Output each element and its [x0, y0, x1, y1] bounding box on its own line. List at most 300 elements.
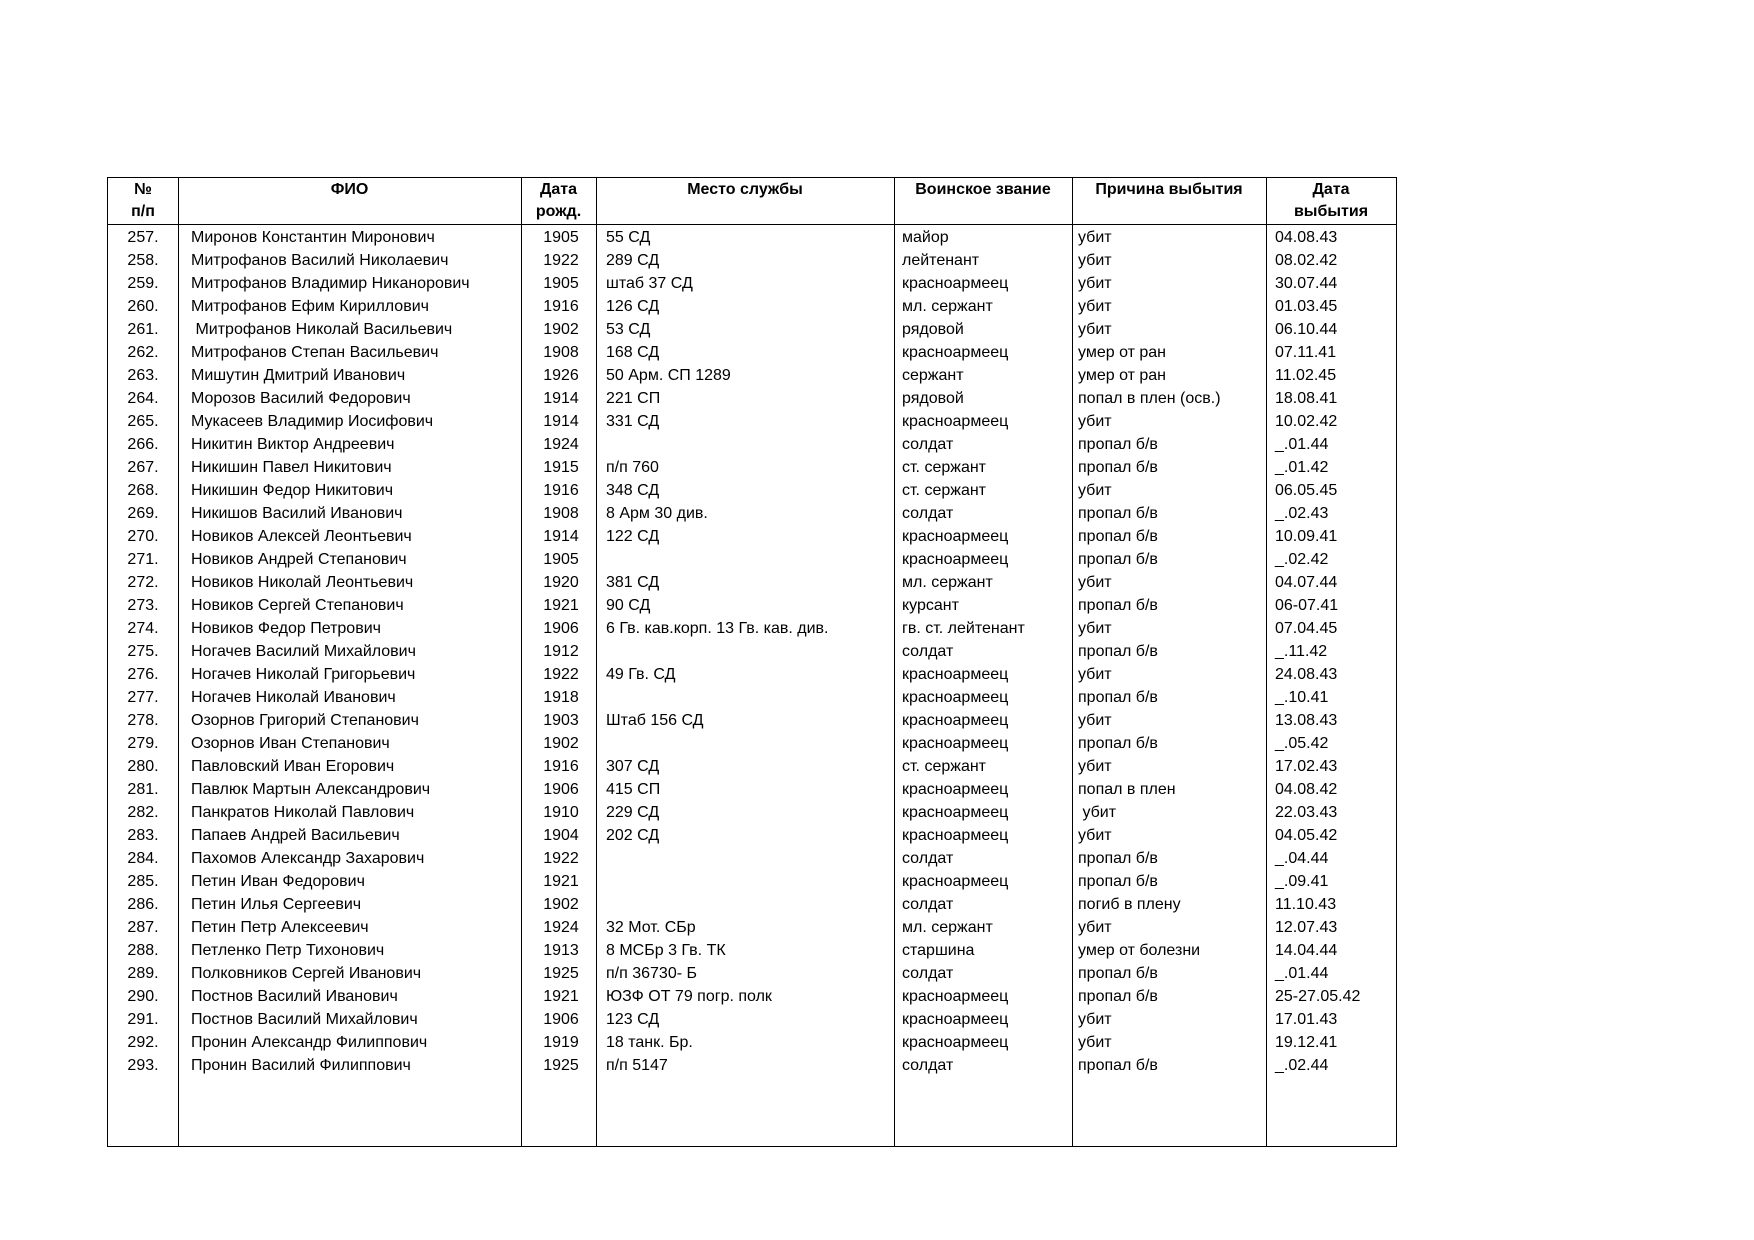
row-birth-year: 1903 [543, 712, 579, 729]
row-rank: красноармеец [902, 735, 1009, 752]
row-reason: убит [1078, 1034, 1112, 1051]
row-reason: убит [1078, 482, 1112, 499]
row-rank: ст. сержант [902, 459, 987, 476]
row-birth-year: 1904 [543, 827, 579, 844]
row-name: Никишин Павел Никитович [191, 459, 392, 476]
row-birth-year: 1906 [543, 781, 579, 798]
row-number: 284. [127, 850, 159, 867]
row-reason: убит [1078, 321, 1112, 338]
table-row [108, 594, 1396, 617]
row-name: Петин Петр Алексеевич [191, 919, 369, 936]
row-rank: красноармеец [902, 689, 1009, 706]
row-date: 12.07.43 [1275, 919, 1338, 936]
row-rank: красноармеец [902, 344, 1009, 361]
row-rank: солдат [902, 896, 954, 913]
row-birth-year: 1916 [543, 482, 579, 499]
row-reason: пропал б/в [1078, 965, 1158, 982]
row-name: Мукасеев Владимир Иосифович [191, 413, 434, 430]
row-date: 14.04.44 [1275, 942, 1338, 959]
row-name: Морозов Василий Федорович [191, 390, 411, 407]
row-number: 279. [127, 735, 159, 752]
row-rank: красноармеец [902, 413, 1009, 430]
row-birth-year: 1905 [543, 551, 579, 568]
header-divider [108, 224, 1396, 225]
row-date: 06-07.41 [1275, 597, 1339, 614]
row-reason: убит [1078, 712, 1112, 729]
table-row [108, 847, 1396, 870]
row-birth-year: 1905 [543, 229, 579, 246]
row-birth-year: 1920 [543, 574, 579, 591]
row-rank: мл. сержант [902, 574, 993, 591]
row-number: 258. [127, 252, 159, 269]
row-place-of-service: 123 СД [606, 1011, 660, 1028]
row-date: _.02.43 [1275, 505, 1329, 522]
row-name: Новиков Алексей Леонтьевич [191, 528, 412, 545]
table-row [108, 686, 1396, 709]
row-date: _.02.42 [1275, 551, 1329, 568]
row-place-of-service: 18 танк. Бр. [606, 1034, 693, 1051]
row-name: Полковников Сергей Иванович [191, 965, 422, 982]
row-name: Павлюк Мартын Александрович [191, 781, 431, 798]
row-place-of-service: 307 СД [606, 758, 660, 775]
table-row [108, 433, 1396, 456]
row-reason: пропал б/в [1078, 528, 1158, 545]
row-place-of-service: п/п 36730- Б [606, 965, 697, 982]
row-date: 22.03.43 [1275, 804, 1338, 821]
row-reason: убит [1078, 252, 1112, 269]
row-birth-year: 1924 [543, 436, 579, 453]
row-reason: убит [1078, 666, 1112, 683]
row-birth-year: 1925 [543, 965, 579, 982]
table-row [108, 502, 1396, 525]
row-name: Митрофанов Ефим Кириллович [191, 298, 429, 315]
row-name: Никитин Виктор Андреевич [191, 436, 395, 453]
table-row [108, 893, 1396, 916]
row-rank: солдат [902, 505, 954, 522]
row-birth-year: 1902 [543, 896, 579, 913]
row-number: 261. [127, 321, 159, 338]
header-rank-line1: Воинское звание [915, 181, 1051, 198]
row-place-of-service: 221 СП [606, 390, 661, 407]
header-date-line1: Дата [1312, 181, 1350, 198]
row-birth-year: 1914 [543, 528, 579, 545]
row-reason: убит [1078, 827, 1112, 844]
row-number: 288. [127, 942, 159, 959]
row-birth-year: 1916 [543, 298, 579, 315]
row-birth-year: 1918 [543, 689, 579, 706]
row-rank: красноармеец [902, 712, 1009, 729]
row-birth-year: 1919 [543, 1034, 579, 1051]
row-rank: солдат [902, 850, 954, 867]
row-place-of-service: Штаб 156 СД [606, 712, 704, 729]
row-rank: красноармеец [902, 528, 1009, 545]
row-number: 264. [127, 390, 159, 407]
row-reason: пропал б/в [1078, 873, 1158, 890]
row-birth-year: 1922 [543, 850, 579, 867]
row-place-of-service: 90 СД [606, 597, 651, 614]
table-row [108, 318, 1396, 341]
row-name: Панкратов Николай Павлович [191, 804, 415, 821]
row-rank: курсант [902, 597, 959, 614]
row-place-of-service: 168 СД [606, 344, 660, 361]
row-number: 291. [127, 1011, 159, 1028]
row-reason: пропал б/в [1078, 436, 1158, 453]
row-number: 282. [127, 804, 159, 821]
row-reason: попал в плен [1078, 781, 1176, 798]
table-row [108, 525, 1396, 548]
casualty-table [107, 177, 1397, 1147]
row-date: 07.11.41 [1275, 344, 1337, 361]
row-name: Ногачев Николай Иванович [191, 689, 396, 706]
row-reason: убит [1078, 1011, 1112, 1028]
table-row [108, 709, 1396, 732]
row-place-of-service: 32 Мот. СБр [606, 919, 696, 936]
row-place-of-service: 381 СД [606, 574, 660, 591]
table-row [108, 410, 1396, 433]
row-reason: умер от ран [1078, 344, 1167, 361]
row-number: 263. [127, 367, 159, 384]
row-date: 24.08.43 [1275, 666, 1338, 683]
row-number: 269. [127, 505, 159, 522]
row-rank: солдат [902, 436, 954, 453]
header-place-line1: Место службы [687, 181, 803, 198]
row-reason: умер от ран [1078, 367, 1167, 384]
row-date: _.02.44 [1275, 1057, 1329, 1074]
row-reason: убит [1078, 804, 1117, 821]
header-rank [894, 178, 1072, 224]
row-reason: пропал б/в [1078, 689, 1158, 706]
row-date: _.05.42 [1275, 735, 1329, 752]
row-date: 17.02.43 [1275, 758, 1338, 775]
row-date: 04.08.42 [1275, 781, 1338, 798]
row-date: 11.02.45 [1275, 367, 1337, 384]
row-number: 275. [127, 643, 159, 660]
row-birth-year: 1915 [543, 459, 579, 476]
row-date: 08.02.42 [1275, 252, 1338, 269]
row-birth-year: 1914 [543, 390, 579, 407]
row-date: 17.01.43 [1275, 1011, 1338, 1028]
row-rank: гв. ст. лейтенант [902, 620, 1025, 637]
table-body [108, 226, 1396, 1077]
row-number: 273. [127, 597, 159, 614]
row-name: Новиков Федор Петрович [191, 620, 381, 637]
row-birth-year: 1921 [543, 597, 579, 614]
row-place-of-service: 8 МСБр 3 Гв. ТК [606, 942, 726, 959]
table-row [108, 341, 1396, 364]
row-date: 04.08.43 [1275, 229, 1338, 246]
table-row [108, 249, 1396, 272]
row-number: 268. [127, 482, 159, 499]
row-reason: убит [1078, 919, 1112, 936]
row-date: 06.10.44 [1275, 321, 1338, 338]
row-reason: пропал б/в [1078, 735, 1158, 752]
row-birth-year: 1910 [543, 804, 579, 821]
row-number: 289. [127, 965, 159, 982]
row-date: 10.09.41 [1275, 528, 1338, 545]
row-number: 266. [127, 436, 159, 453]
row-reason: попал в плен (осв.) [1078, 390, 1221, 407]
row-place-of-service: п/п 5147 [606, 1057, 668, 1074]
row-name: Ногачев Николай Григорьевич [191, 666, 416, 683]
row-name: Новиков Андрей Степанович [191, 551, 407, 568]
row-place-of-service: 53 СД [606, 321, 651, 338]
row-reason: убит [1078, 413, 1112, 430]
table-row [108, 479, 1396, 502]
row-rank: ст. сержант [902, 482, 987, 499]
row-rank: солдат [902, 1057, 954, 1074]
row-place-of-service: 331 СД [606, 413, 660, 430]
row-birth-year: 1926 [543, 367, 579, 384]
row-birth-year: 1905 [543, 275, 579, 292]
row-reason: пропал б/в [1078, 597, 1158, 614]
header-num [108, 178, 178, 224]
row-name: Пахомов Александр Захарович [191, 850, 425, 867]
row-date: _.09.41 [1275, 873, 1329, 890]
row-number: 270. [127, 528, 159, 545]
row-number: 280. [127, 758, 159, 775]
header-birth-year-line2: рожд. [535, 203, 582, 220]
header-name [178, 178, 521, 224]
row-number: 290. [127, 988, 159, 1005]
row-place-of-service: 50 Арм. СП 1289 [606, 367, 731, 384]
row-number: 278. [127, 712, 159, 729]
row-name: Петин Илья Сергеевич [191, 896, 362, 913]
row-number: 276. [127, 666, 159, 683]
header-date-line2: выбытия [1293, 203, 1369, 220]
row-date: _.01.44 [1275, 436, 1329, 453]
row-number: 262. [127, 344, 159, 361]
row-date: _.10.41 [1275, 689, 1329, 706]
row-rank: старшина [902, 942, 975, 959]
row-date: 11.10.43 [1275, 896, 1337, 913]
row-birth-year: 1916 [543, 758, 579, 775]
table-row [108, 755, 1396, 778]
header-reason-line1: Причина выбытия [1095, 181, 1243, 198]
table-row [108, 548, 1396, 571]
row-birth-year: 1902 [543, 735, 579, 752]
header-birth-year-line1: Дата [539, 181, 578, 198]
header-num-line2: п/п [131, 203, 155, 220]
row-birth-year: 1921 [543, 988, 579, 1005]
row-birth-year: 1924 [543, 919, 579, 936]
row-birth-year: 1921 [543, 873, 579, 890]
row-reason: пропал б/в [1078, 459, 1158, 476]
table-row [108, 387, 1396, 410]
row-rank: ст. сержант [902, 758, 987, 775]
row-date: _.01.44 [1275, 965, 1329, 982]
row-rank: красноармеец [902, 804, 1009, 821]
row-name: Постнов Василий Михайлович [191, 1011, 418, 1028]
row-rank: рядовой [902, 390, 964, 407]
row-reason: убит [1078, 758, 1112, 775]
row-rank: красноармеец [902, 275, 1009, 292]
table-row [108, 456, 1396, 479]
row-name: Петин Иван Федорович [191, 873, 365, 890]
row-reason: пропал б/в [1078, 551, 1158, 568]
row-place-of-service: 126 СД [606, 298, 660, 315]
row-reason: пропал б/в [1078, 505, 1158, 522]
header-name-line1: ФИО [330, 181, 369, 198]
row-date: _.04.44 [1275, 850, 1329, 867]
row-date: 30.07.44 [1275, 275, 1338, 292]
row-number: 287. [127, 919, 159, 936]
row-number: 283. [127, 827, 159, 844]
row-name: Ногачев Василий Михайлович [191, 643, 416, 660]
row-place-of-service: 55 СД [606, 229, 651, 246]
row-rank: солдат [902, 965, 954, 982]
row-birth-year: 1902 [543, 321, 579, 338]
row-rank: лейтенант [902, 252, 980, 269]
row-place-of-service: штаб 37 СД [606, 275, 693, 292]
row-place-of-service: 415 СП [606, 781, 661, 798]
row-date: 19.12.41 [1275, 1034, 1338, 1051]
row-reason: пропал б/в [1078, 850, 1158, 867]
row-birth-year: 1908 [543, 505, 579, 522]
row-number: 260. [127, 298, 159, 315]
row-place-of-service: 8 Арм 30 див. [606, 505, 708, 522]
table-row [108, 272, 1396, 295]
row-reason: убит [1078, 229, 1112, 246]
row-reason: убит [1078, 620, 1112, 637]
row-rank: мл. сержант [902, 919, 993, 936]
row-number: 267. [127, 459, 159, 476]
row-place-of-service: 6 Гв. кав.корп. 13 Гв. кав. див. [606, 620, 829, 637]
row-place-of-service: п/п 760 [606, 459, 659, 476]
row-name: Новиков Сергей Степанович [191, 597, 404, 614]
table-row [108, 1031, 1396, 1054]
table-row [108, 916, 1396, 939]
row-birth-year: 1914 [543, 413, 579, 430]
row-rank: красноармеец [902, 551, 1009, 568]
row-place-of-service: 289 СД [606, 252, 660, 269]
table-row [108, 640, 1396, 663]
table-row [108, 663, 1396, 686]
row-name: Никишов Василий Иванович [191, 505, 403, 522]
row-number: 285. [127, 873, 159, 890]
row-date: 25-27.05.42 [1275, 988, 1361, 1005]
table-row [108, 824, 1396, 847]
row-place-of-service: ЮЗФ ОТ 79 погр. полк [606, 988, 772, 1005]
header-place [596, 178, 894, 224]
header-num-line1: № [134, 181, 152, 198]
row-number: 257. [127, 229, 159, 246]
row-name: Озорнов Григорий Степанович [191, 712, 419, 729]
row-rank: солдат [902, 643, 954, 660]
table-row [108, 801, 1396, 824]
row-rank: красноармеец [902, 1034, 1009, 1051]
row-rank: красноармеец [902, 873, 1009, 890]
row-number: 286. [127, 896, 159, 913]
row-birth-year: 1906 [543, 620, 579, 637]
row-rank: красноармеец [902, 781, 1009, 798]
row-name: Пронин Василий Филиппович [191, 1057, 411, 1074]
row-number: 281. [127, 781, 159, 798]
row-name: Митрофанов Василий Николаевич [191, 252, 449, 269]
row-name: Петленко Петр Тихонович [191, 942, 385, 959]
row-name: Никишин Федор Никитович [191, 482, 394, 499]
row-reason: погиб в плену [1078, 896, 1181, 913]
row-birth-year: 1922 [543, 252, 579, 269]
row-reason: умер от болезни [1078, 942, 1201, 959]
row-date: 10.02.42 [1275, 413, 1338, 430]
row-rank: майор [902, 229, 949, 246]
row-name: Митрофанов Владимир Никанорович [191, 275, 470, 292]
row-rank: мл. сержант [902, 298, 993, 315]
header-date [1266, 178, 1396, 224]
table-row [108, 617, 1396, 640]
row-place-of-service: 122 СД [606, 528, 660, 545]
row-name: Митрофанов Николай Васильевич [191, 321, 453, 338]
table-row [108, 962, 1396, 985]
table-row [108, 939, 1396, 962]
row-rank: красноармеец [902, 666, 1009, 683]
row-date: _.01.42 [1275, 459, 1329, 476]
row-name: Митрофанов Степан Васильевич [191, 344, 439, 361]
row-reason: пропал б/в [1078, 988, 1158, 1005]
row-place-of-service: 229 СД [606, 804, 660, 821]
header-birth-year [521, 178, 596, 224]
row-rank: красноармеец [902, 988, 1009, 1005]
row-date: 01.03.45 [1275, 298, 1338, 315]
row-name: Новиков Николай Леонтьевич [191, 574, 414, 591]
table-row [108, 571, 1396, 594]
row-reason: пропал б/в [1078, 1057, 1158, 1074]
table-row [108, 778, 1396, 801]
table-row [108, 1054, 1396, 1077]
row-birth-year: 1925 [543, 1057, 579, 1074]
row-number: 292. [127, 1034, 159, 1051]
row-date: 18.08.41 [1275, 390, 1338, 407]
row-name: Миронов Константин Миронович [191, 229, 435, 246]
table-row [108, 295, 1396, 318]
row-date: 04.05.42 [1275, 827, 1338, 844]
row-place-of-service: 202 СД [606, 827, 660, 844]
row-date: _.11.42 [1275, 643, 1328, 660]
row-number: 272. [127, 574, 159, 591]
row-reason: убит [1078, 298, 1112, 315]
row-reason: убит [1078, 574, 1112, 591]
table-row [108, 364, 1396, 387]
row-rank: красноармеец [902, 827, 1009, 844]
table-row [108, 985, 1396, 1008]
row-number: 293. [127, 1057, 159, 1074]
table-row [108, 1008, 1396, 1031]
row-birth-year: 1908 [543, 344, 579, 361]
row-number: 271. [127, 551, 159, 568]
row-birth-year: 1912 [543, 643, 579, 660]
row-date: 06.05.45 [1275, 482, 1338, 499]
row-name: Озорнов Иван Степанович [191, 735, 390, 752]
row-rank: сержант [902, 367, 964, 384]
row-place-of-service: 49 Гв. СД [606, 666, 676, 683]
row-name: Папаев Андрей Васильевич [191, 827, 400, 844]
row-name: Пронин Александр Филиппович [191, 1034, 428, 1051]
header-reason [1072, 178, 1266, 224]
table-row [108, 732, 1396, 755]
row-reason: пропал б/в [1078, 643, 1158, 660]
row-date: 07.04.45 [1275, 620, 1338, 637]
row-number: 265. [127, 413, 159, 430]
table-row [108, 226, 1396, 249]
row-birth-year: 1922 [543, 666, 579, 683]
row-date: 04.07.44 [1275, 574, 1338, 591]
row-number: 259. [127, 275, 159, 292]
row-place-of-service: 348 СД [606, 482, 660, 499]
row-birth-year: 1906 [543, 1011, 579, 1028]
row-date: 13.08.43 [1275, 712, 1338, 729]
row-number: 274. [127, 620, 159, 637]
row-number: 277. [127, 689, 159, 706]
